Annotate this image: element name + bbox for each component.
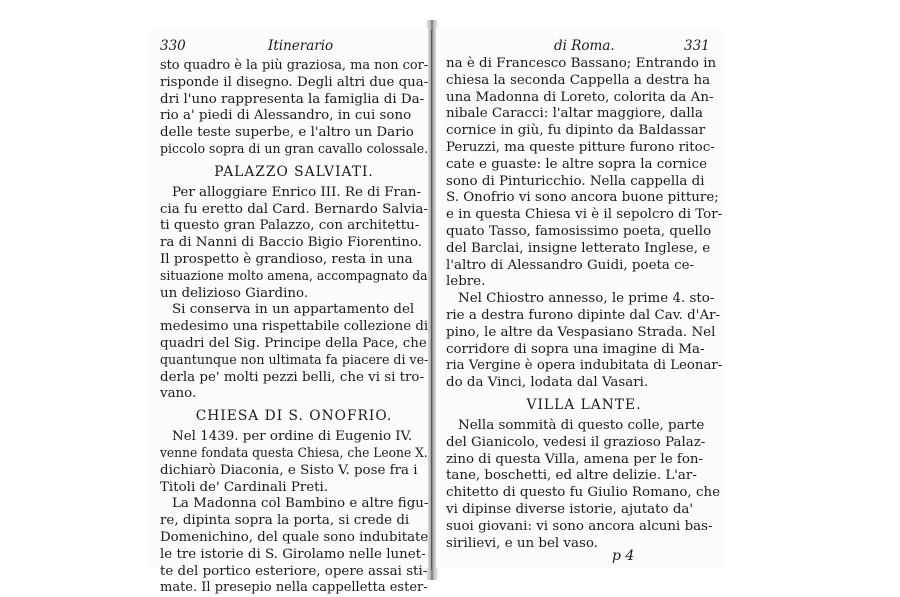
running-title: Itinerario [268,38,334,54]
text-line: piccolo sopra di un gran cavallo colossale. [160,141,429,157]
text-line: pino, le altre da Vespasiano Strada. Nel [446,324,716,340]
text-line: una Madonna di Loreto, colorita da An- [446,89,714,105]
text-line: rie a destra furono dipinte dal Cav. d'Ar- [446,307,721,323]
text-line: te del portico esteriore, opere assai sti- [160,563,428,579]
text-line: risponde il disegno. Degli altri due qua- [160,74,428,90]
text-line: e in questa Chiesa vi è il sepolcro di Tor- [446,207,722,223]
text-line: vi dipinse diverse istorie, ajutato da' [446,501,694,517]
text-line: corridore di sopra una imagine di Ma- [446,341,705,357]
text-line: Titoli de' Cardinali Preti. [160,479,329,495]
text-line: medesimo una rispettabile collezione di [160,319,429,335]
text-line: rio a' piedi di Alessandro, in cui sono [160,108,412,124]
text-line: vano. [160,386,197,402]
text-line: situazione molto amena, accompagnato da [160,268,428,284]
right-page [436,28,722,568]
signature-mark: p 4 [612,548,635,564]
text-line: na è di Francesco Bassano; Entrando in [446,56,717,71]
text-line: quato Tasso, famosissimo poeta, quello [446,223,712,239]
text-line: sono di Pinturicchio. Nella cappella di [446,173,705,189]
text-line: Per alloggiare Enrico III. Re di Fran- [172,184,422,200]
text-line: do da Vinci, lodata dal Vasari. [446,375,649,391]
text-line: venne fondata questa Chiesa, che Leone X. [160,445,428,461]
text-line: Nel Chiostro annesso, le prime 4. sto- [458,291,715,307]
text-line: Il prospetto è grandioso, resta in una [160,251,413,267]
text-line: ria Vergine è opera indubitata di Leonar- [446,358,723,374]
text-line: chiesa la seconda Cappella a destra ha [446,72,711,88]
text-line: sto quadro è la più graziosa, ma non cor- [160,58,428,73]
text-line: delle teste superbe, e l'altro un Dario [160,125,414,141]
text-line: S. Onofrio vi sono ancora buone pitture; [446,190,719,206]
section-heading: PALAZZO SALVIATI. [214,163,374,180]
text-line: La Madonna col Bambino e altre figu- [172,496,428,512]
text-line: lebre. [446,274,486,290]
text-line: quantunque non ultimata fa piacere di ve- [160,352,428,368]
text-line: ra di Nanni di Baccio Bigio Fiorentino. [160,235,423,251]
text-line: quadri del Sig. Principe della Pace, che [160,335,427,351]
text-line: Nel 1439. per ordine di Eugenio IV. [172,429,413,445]
right-page-text [446,56,722,552]
text-line: ti questo gran Palazzo, con architettu- [160,218,420,234]
text-line: nibale Caracci: l'altar maggiore, dalla [446,106,703,122]
left-page-text [160,58,428,597]
text-line: re, dipinta sopra la porta, si crede di [160,513,410,529]
text-line: cia fu eretto dal Card. Bernardo Salvia- [160,201,428,217]
text-line: Nella sommità di questo colle, parte [458,417,705,433]
text-line: Si conserva in un appartamento del [172,302,415,318]
section-heading: VILLA LANTE. [526,396,642,413]
text-line: derla pe' molti pezzi belli, che vi si tro- [160,369,425,385]
text-line: dri l'uno rappresenta la famiglia di Da- [160,91,425,107]
text-line: cornice in giù, fu dipinto da Baldassar [446,123,706,139]
left-page [150,28,429,596]
section-heading: CHIESA DI S. ONOFRIO. [195,408,393,425]
text-line: zino di questa Villa, amena per le fon- [446,451,704,467]
page-number: 331 [684,38,710,54]
text-line: del Gianicolo, vedesi il grazioso Palaz- [446,434,706,450]
text-line: cate e guaste: le altre sopra la cornice [446,156,708,172]
page-number: 330 [160,38,186,54]
text-line: suoi giovani: vi sono ancora alcuni bas- [446,518,713,534]
running-title: di Roma. [554,38,615,54]
gutter-line [431,30,432,570]
text-line: Peruzzi, ma queste pitture furono ritoc- [446,139,715,155]
text-line: dichiarò Diaconia, e Sisto V. pose fra i [160,462,418,478]
text-line: del Barclai, insigne letterato Inglese, e [446,240,711,256]
text-line: tane, boschetti, ed altre delizie. L'ar- [446,468,697,484]
text-line: le tre istorie di S. Girolamo nelle lunet- [160,546,426,562]
text-line: Domenichino, del quale sono indubitate [160,529,429,545]
text-line: chitetto di questo fu Giulio Romano, che [446,485,720,501]
text-line: un delizioso Giardino. [160,285,309,301]
text-line: mate. Il presepio nella cappelletta ester- [160,580,428,596]
text-line: l'altro di Alessandro Guidi, poeta ce- [446,257,695,273]
text-line: sirilievi, e un bel vaso. [446,535,598,551]
